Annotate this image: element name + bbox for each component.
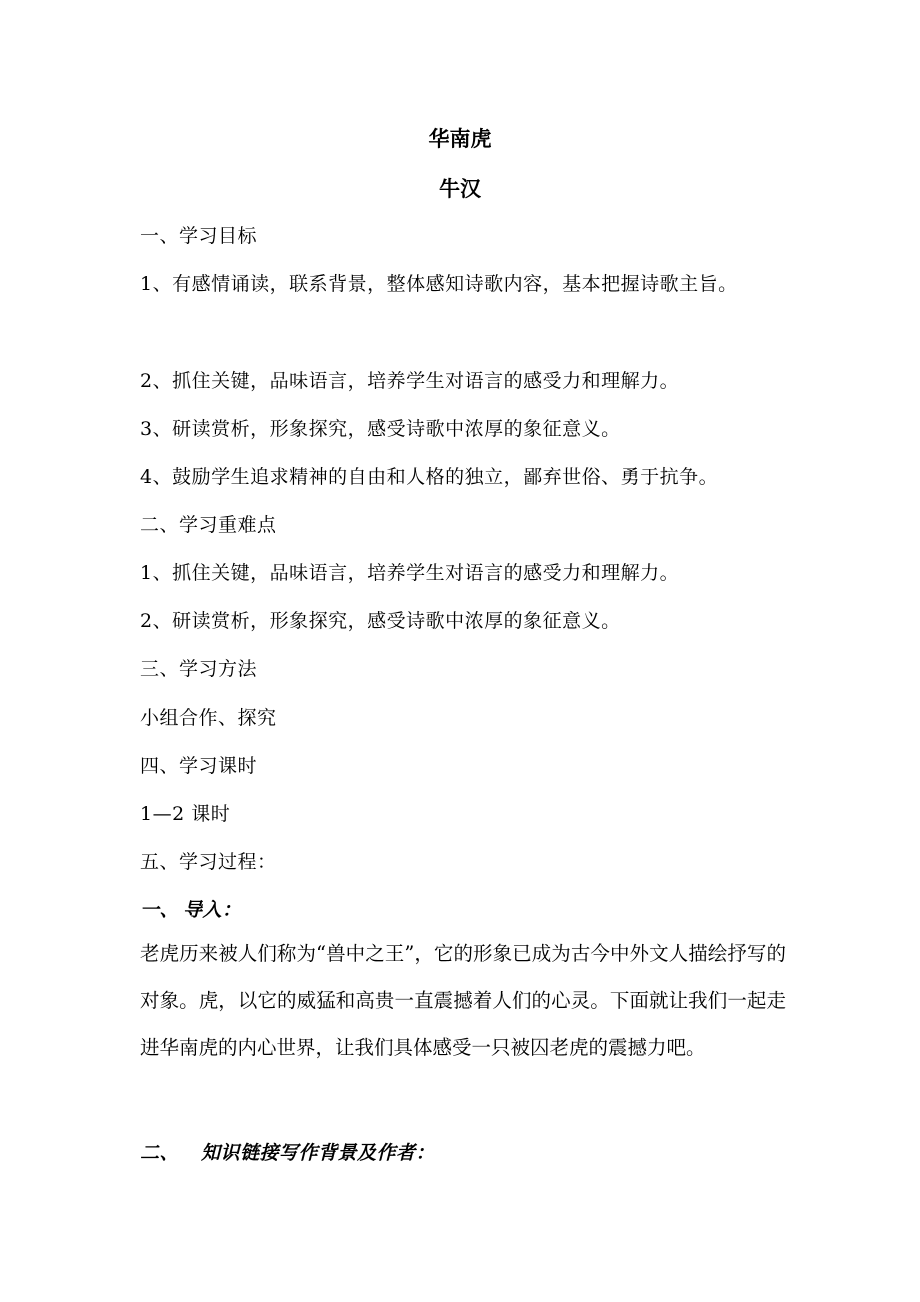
goal-item-4: 4、鼓励学生追求精神的自由和人格的独立，鄙弃世俗、勇于抗争。 [140, 466, 719, 488]
hours-text: 1—2 课时 [140, 803, 231, 825]
process-heading: 五、学习过程： [140, 851, 277, 873]
hours-heading: 四、学习课时 [140, 755, 258, 777]
key-item-1: 1、抓住关键，品味语言，培养学生对语言的感受力和理解力。 [140, 562, 680, 584]
goal-item-2: 2、抓住关键，品味语言，培养学生对语言的感受力和理解力。 [140, 370, 680, 392]
intro-label: 导入： [183, 899, 242, 921]
method-heading: 三、学习方法 [140, 658, 258, 680]
intro-heading [140, 895, 242, 922]
document-title: 华南虎 [428, 127, 492, 151]
intro-paragraph: 老虎历来被人们称为“兽中之王”，它的形象已成为古今中外文人描绘抒写的对象。虎，以它的威猛和高贵一直震撼着人们的心灵。下面就让我们一起走进华南虎的内心世界，让我们具体感受一只被囚老虎的震撼力吧。 [140, 942, 786, 1059]
goal-item-1: 1、有感情诵读，联系背景，整体感知诗歌内容，基本把握诗歌主旨。 [140, 273, 738, 295]
key-heading: 二、学习重难点 [140, 514, 277, 536]
background-number: 二、 [140, 1142, 180, 1164]
key-item-2: 2、研读赏析，形象探究，感受诗歌中浓厚的象征意义。 [140, 610, 621, 632]
method-text: 小组合作、探究 [140, 707, 277, 729]
document-author: 牛汉 [439, 177, 481, 201]
intro-number: 一、 [140, 899, 180, 921]
background-heading [140, 1138, 435, 1165]
goals-heading: 一、学习目标 [140, 225, 258, 247]
background-label: 知识链接写作背景及作者： [201, 1142, 436, 1164]
goal-item-3: 3、研读赏析，形象探究，感受诗歌中浓厚的象征意义。 [140, 418, 621, 440]
